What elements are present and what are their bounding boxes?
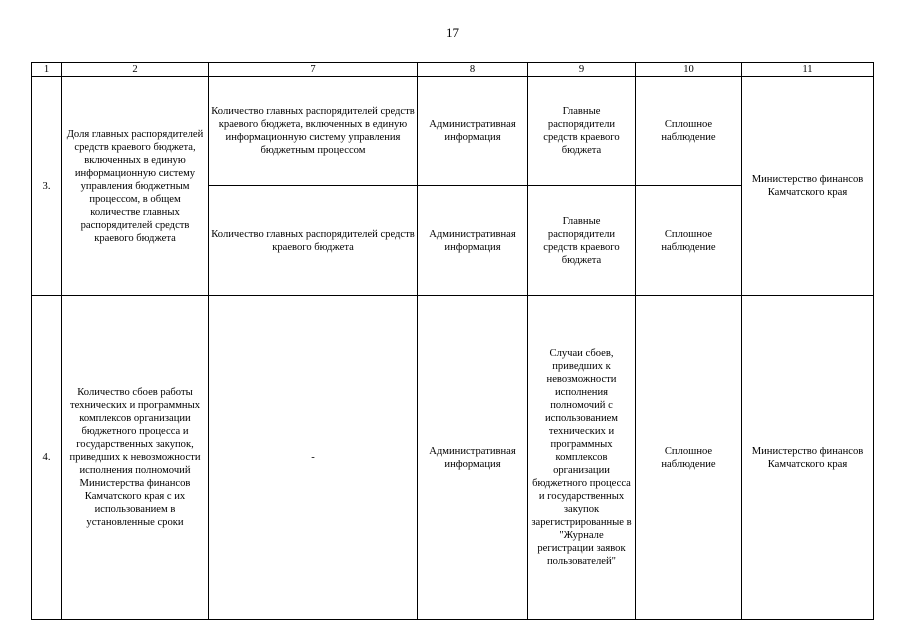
formula-component-cell: Количество главных распорядителей средств краевого бюджета bbox=[209, 186, 418, 296]
table-row bbox=[32, 296, 874, 620]
row-number-cell: 4. bbox=[32, 296, 62, 620]
formula-component-cell: - bbox=[209, 296, 418, 620]
table-row bbox=[32, 77, 874, 186]
responsible-body-cell: Министерство финансов Камчатского края bbox=[742, 296, 874, 620]
column-header: 11 bbox=[742, 63, 874, 77]
column-header: 10 bbox=[636, 63, 742, 77]
indicator-name-cell: Доля главных распорядителей средств краевого бюджета, включенных в единую информационную систему управления бюджетным процессом, в общем количестве главных распорядителей средств краевого бюджета bbox=[62, 77, 209, 296]
observation-unit-cell: Случаи сбоев, приведших к невозможности исполнения полномочий с использованием технических и программных комплексов организации бюджетного процесса и государственных закупок зарегистрированные в "Журнале регистрации заявок пользователей" bbox=[528, 296, 636, 620]
table-header-row bbox=[32, 63, 874, 77]
column-header: 9 bbox=[528, 63, 636, 77]
observation-unit-cell: Главные распорядители средств краевого бюджета bbox=[528, 77, 636, 186]
data-source-cell: Административная информация bbox=[418, 186, 528, 296]
responsible-body-cell: Министерство финансов Камчатского края bbox=[742, 77, 874, 296]
column-header: 7 bbox=[209, 63, 418, 77]
data-source-cell: Административная информация bbox=[418, 296, 528, 620]
column-header: 2 bbox=[62, 63, 209, 77]
formula-component-cell: Количество главных распорядителей средств краевого бюджета, включенных в единую информационную систему управления бюджетным процессом bbox=[209, 77, 418, 186]
indicator-name-cell: Количество сбоев работы технических и программных комплексов организации бюджетного процесса и государственных закупок, приведших к невозможности исполнения полномочий Министерства финансов Камчатского края с их использованием в установленные сроки bbox=[62, 296, 209, 620]
collection-method-cell: Сплошное наблюдение bbox=[636, 296, 742, 620]
indicators-table bbox=[31, 62, 874, 620]
collection-method-cell: Сплошное наблюдение bbox=[636, 186, 742, 296]
column-header: 1 bbox=[32, 63, 62, 77]
data-source-cell: Административная информация bbox=[418, 77, 528, 186]
column-header: 8 bbox=[418, 63, 528, 77]
collection-method-cell: Сплошное наблюдение bbox=[636, 77, 742, 186]
row-number-cell: 3. bbox=[32, 77, 62, 296]
observation-unit-cell: Главные распорядители средств краевого бюджета bbox=[528, 186, 636, 296]
page-number: 17 bbox=[446, 25, 459, 40]
